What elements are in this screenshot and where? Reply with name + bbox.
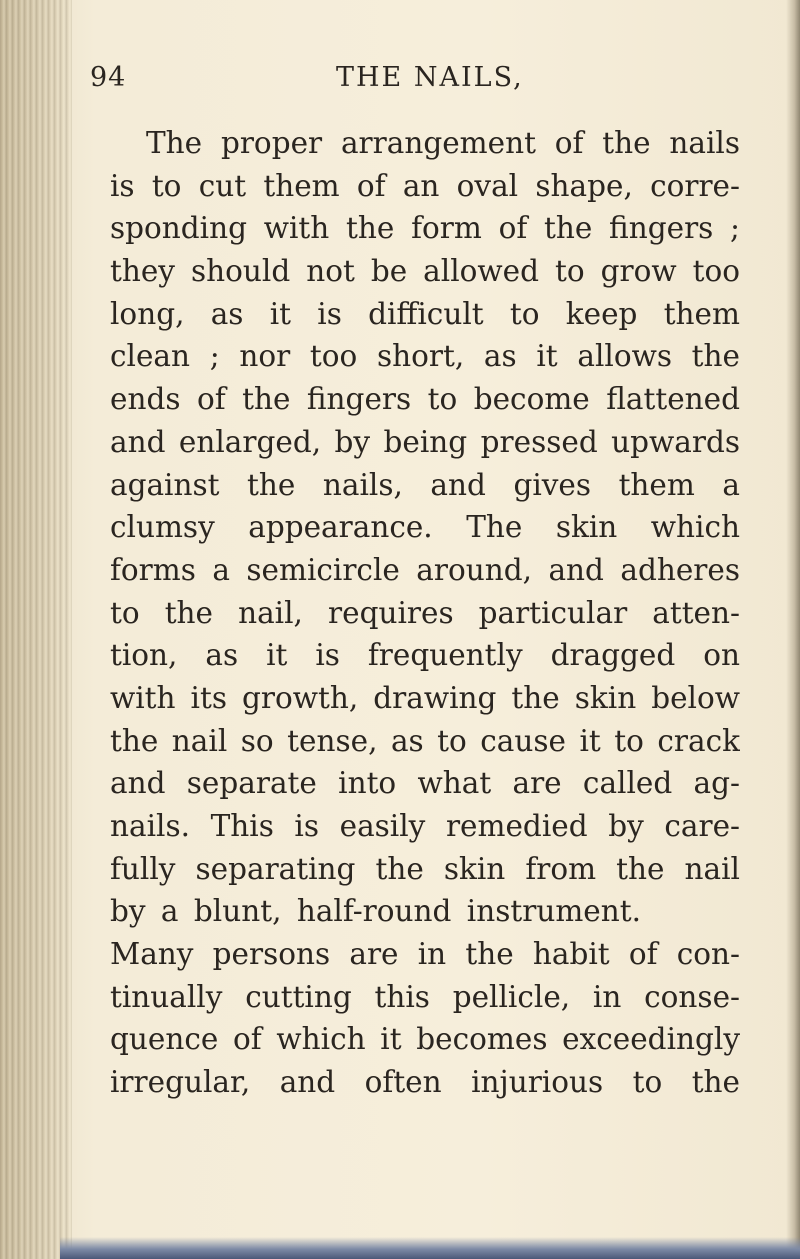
text-line: sponding with the form of the fingers ; bbox=[110, 211, 740, 246]
text-line: tion, as it is frequently dragged on bbox=[110, 638, 740, 673]
text-line: clumsy appearance. The skin which bbox=[110, 510, 740, 545]
page-number: 94 bbox=[90, 62, 127, 93]
text-line: is to cut them of an oval shape, corre- bbox=[110, 168, 740, 203]
text-line: ends of the fingers to become flattened bbox=[110, 382, 740, 417]
text-line: and separate into what are called ag- bbox=[110, 766, 740, 801]
text-line: tinually cutting this pellicle, in conse- bbox=[110, 979, 740, 1014]
text-line: the nail so tense, as to cause it to crack bbox=[110, 723, 740, 758]
text-line: The proper arrangement of the nails bbox=[146, 126, 740, 160]
book-spine-gutter bbox=[0, 0, 72, 1259]
text-line: with its growth, drawing the skin below bbox=[110, 680, 740, 715]
text-line: against the nails, and gives them a bbox=[110, 467, 740, 502]
text-line: quence of which it becomes exceedingly bbox=[110, 1022, 740, 1057]
running-header bbox=[90, 62, 750, 102]
text-line: to the nail, requires particular atten- bbox=[110, 595, 740, 630]
text-line: and enlarged, by being pressed upwards bbox=[110, 424, 740, 459]
text-line: forms a semicircle around, and adheres bbox=[110, 552, 740, 587]
text-line: irregular, and often injurious to the bbox=[110, 1065, 740, 1100]
text-line: long, as it is difficult to keep them bbox=[110, 296, 740, 331]
body-text bbox=[110, 122, 740, 1104]
text-line: by a blunt, half-round instrument. bbox=[110, 894, 641, 929]
text-line: fully separating the skin from the nail bbox=[110, 851, 740, 886]
text-line: clean ; nor too short, as it allows the bbox=[110, 339, 740, 374]
text-line: Many persons are in the habit of con- bbox=[110, 937, 740, 972]
running-title: THE NAILS, bbox=[336, 62, 524, 93]
page-bottom-edge bbox=[60, 1237, 800, 1259]
text-line: they should not be allowed to grow too bbox=[110, 254, 740, 289]
page-right-edge bbox=[786, 0, 800, 1259]
text-line: nails. This is easily remedied by care- bbox=[110, 809, 740, 843]
